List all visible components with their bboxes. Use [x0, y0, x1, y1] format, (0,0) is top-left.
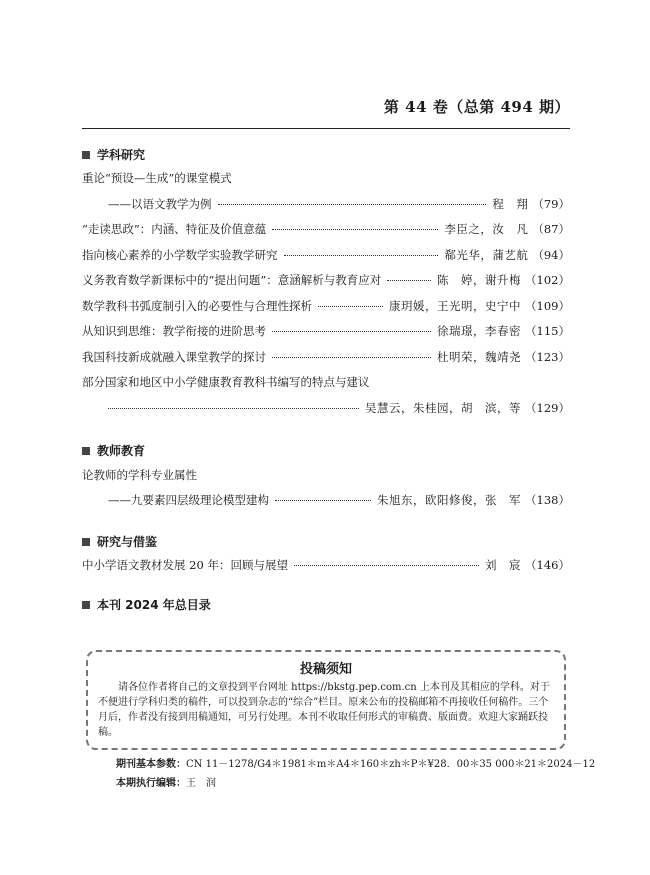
section-heading-research-reference	[82, 533, 157, 550]
toc-entry-title: 从知识到思维：教学衔接的进阶思考	[82, 324, 266, 338]
toc-entry-title: “走读思政”：内涵、特征及价值意蕴	[82, 222, 267, 236]
toc-entry-author: 李臣之，汝 凡	[444, 222, 529, 236]
toc-entry[interactable]	[82, 221, 570, 237]
dot-leader	[387, 280, 431, 281]
section-square-icon	[82, 538, 90, 546]
toc-entry[interactable]	[108, 492, 570, 508]
journal-parameters	[116, 755, 595, 770]
toc-entry-page: （94）	[532, 248, 570, 262]
notice-title: 投稿须知	[299, 662, 352, 677]
toc-entry-author: 刘 宸	[485, 558, 522, 572]
volume-issue-heading: 第 44 卷（总第 494 期）	[383, 98, 570, 116]
dot-leader	[272, 331, 431, 332]
section-square-icon	[82, 601, 90, 609]
toc-entry-author: 吴慧云，朱桂园，胡 滨，等	[365, 401, 522, 415]
toc-entry-page: （102）	[525, 273, 570, 287]
dot-leader	[275, 500, 371, 501]
params-label: 期刊基本参数：	[116, 759, 186, 770]
section-square-icon	[82, 447, 90, 455]
toc-entry-page: （115）	[525, 324, 570, 338]
toc-entry[interactable]	[82, 272, 570, 288]
toc-entry-page: （138）	[525, 493, 570, 507]
header-rule	[82, 128, 570, 129]
section-heading-subject-research	[82, 146, 145, 163]
toc-entry-page: （123）	[525, 350, 570, 364]
toc-entry[interactable]	[108, 400, 570, 416]
dot-leader	[218, 204, 487, 205]
params-value: CN 11－1278/G4＊1981＊m＊A4＊160＊zh＊P＊¥28．00＊35 000＊21＊2024－12	[186, 759, 596, 770]
dot-leader	[272, 357, 431, 358]
toc-entry-title: 数学教科书弧度制引入的必要性与合理性探析	[82, 299, 312, 313]
toc-entry-page: （109）	[525, 299, 570, 313]
dot-leader	[318, 306, 383, 307]
toc-entry-title[interactable]: 论教师的学科专业属性	[82, 468, 197, 482]
toc-entry-page: （129）	[525, 401, 570, 415]
toc-entry-title: 指向核心素养的小学数学实验教学研究	[82, 248, 278, 262]
toc-entry-author: 陈 婷，谢升梅	[437, 273, 522, 287]
executive-editor	[116, 774, 216, 789]
editor-value: 王 润	[186, 778, 216, 789]
toc-entry[interactable]	[82, 247, 570, 263]
toc-entry-title[interactable]: 重论“预设—生成”的课堂模式	[82, 171, 232, 185]
section-heading-teacher-education	[82, 442, 145, 459]
toc-entry-subtitle: ——以语文教学为例	[108, 197, 212, 211]
toc-entry-author: 程 翔	[492, 197, 529, 211]
toc-entry-author: 杜明荣，魏靖尧	[437, 350, 522, 364]
toc-entry[interactable]	[82, 298, 570, 314]
toc-entry-subtitle: ——九要素四层级理论模型建构	[108, 493, 269, 507]
toc-entry-page: （87）	[532, 222, 570, 236]
toc-entry-title: 我国科技新成就融入课堂教学的探讨	[82, 350, 266, 364]
toc-entry-author: 朱旭东，欧阳修俊，张 军	[377, 493, 522, 507]
toc-entry-author: 郗光华，蒲艺航	[444, 248, 529, 262]
toc-entry[interactable]	[82, 349, 570, 365]
submission-notice-box	[86, 650, 566, 750]
section-title: 本刊 2024 年总目录	[97, 598, 211, 612]
toc-entry[interactable]	[108, 196, 570, 212]
section-title: 学科研究	[97, 148, 146, 162]
toc-entry-title[interactable]: 部分国家和地区中小学健康教育教科书编写的特点与建议	[82, 375, 370, 389]
toc-entry-title: 中小学语文教材发展 20 年：回顾与展望	[82, 558, 288, 572]
toc-entry-page: （79）	[532, 197, 570, 211]
toc-entry-author: 康玥媛，王光明，史宁中	[389, 299, 522, 313]
editor-label: 本期执行编辑：	[116, 778, 186, 789]
dot-leader	[272, 229, 438, 230]
toc-entry-page: （146）	[525, 558, 570, 572]
section-square-icon	[82, 151, 90, 159]
section-title: 教师教育	[97, 444, 146, 458]
notice-body: 请各位作者将自己的文章投到平台网址 https://bkstg.pep.com.cn 上本刊及其相应的学科。对于不便进行学科归类的稿件，可以投到杂志的“综合”栏目。原来公布的投稿邮箱不再接收任何稿件。三个月后，作者没有接到用稿通知，可另行处理。本刊不收取任何形式的审稿费、版面费。欢迎大家踊跃投稿。	[98, 682, 550, 738]
toc-entry-title: 义务教育数学新课标中的“提出问题”：意涵解析与教育应对	[82, 273, 382, 287]
dot-leader	[284, 255, 439, 256]
toc-entry[interactable]	[82, 557, 570, 573]
section-title: 研究与借鉴	[97, 535, 158, 549]
toc-entry-author: 徐瑞璟，李春密	[437, 324, 522, 338]
section-heading-annual-index[interactable]	[82, 596, 211, 613]
dot-leader	[108, 408, 359, 409]
dot-leader	[294, 565, 479, 566]
toc-entry[interactable]	[82, 323, 570, 339]
